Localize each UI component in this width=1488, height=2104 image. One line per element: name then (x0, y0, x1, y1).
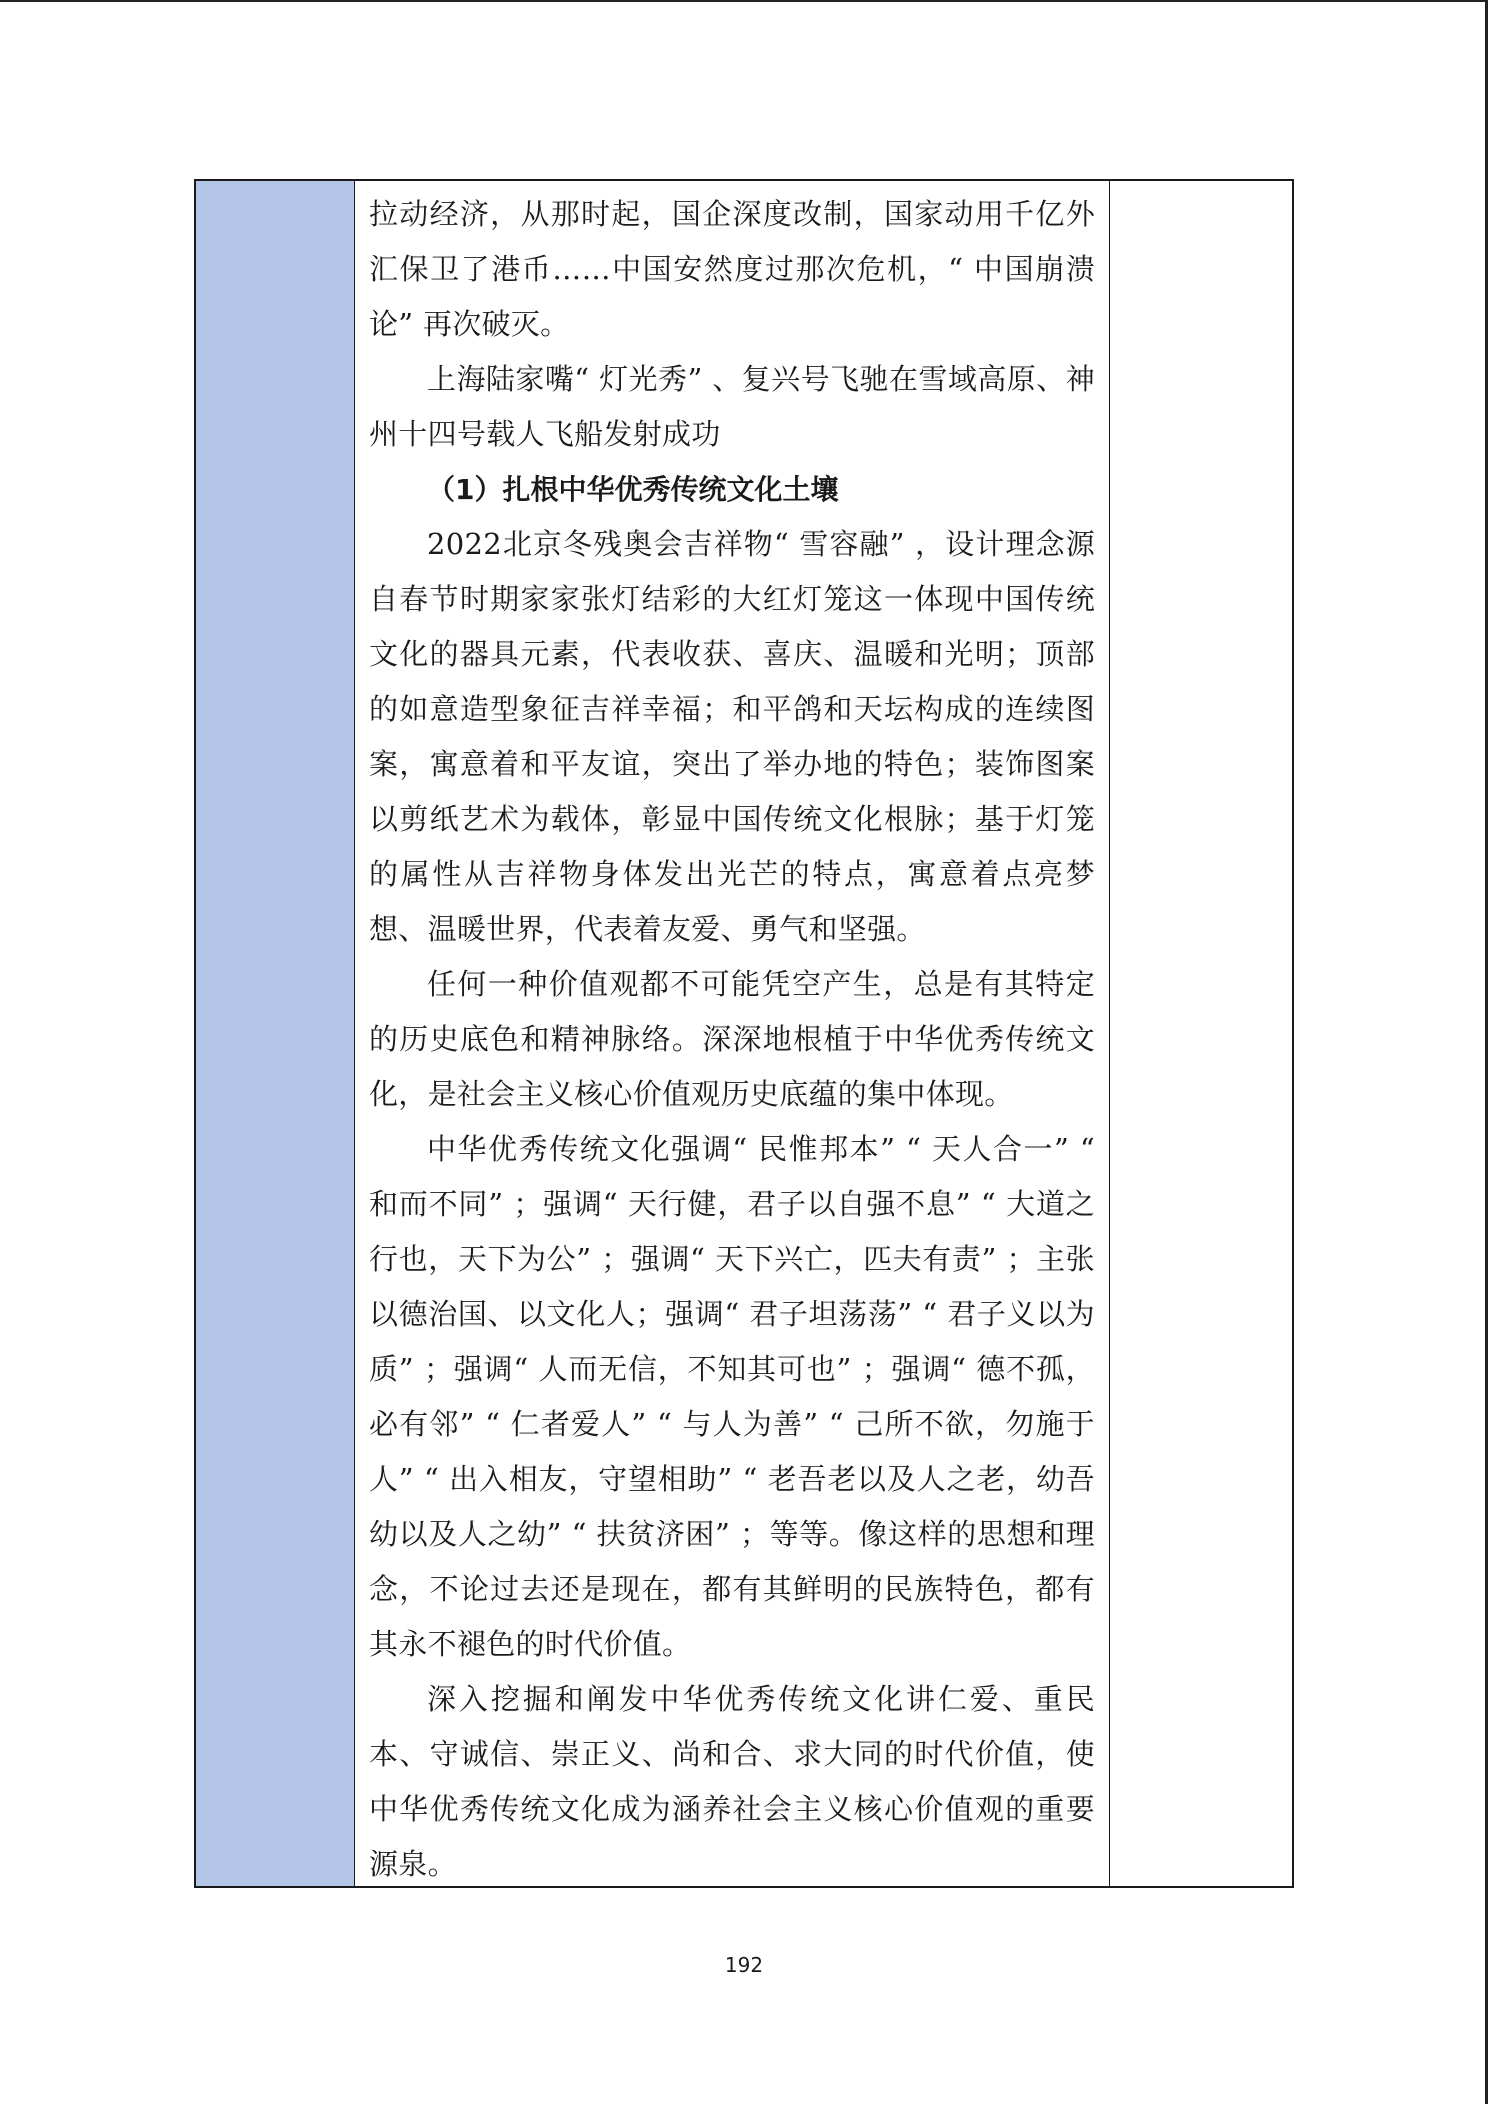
content-table (194, 179, 1294, 1888)
page-top-edge (0, 0, 1488, 2)
page-number: 192 (724, 1953, 764, 1977)
paragraph-values-origin: 任何一种价值观都不可能凭空产生，总是有其特定的历史底色和精神脉络。深深地根植于中华优秀传统文化，是社会主义核心价值观历史底蕴的集中体现。 (369, 967, 1095, 1111)
table-left-column (196, 181, 355, 1886)
paragraph-conclusion: 深入挖掘和阐发中华优秀传统文化讲仁爱、重民本、守诚信、崇正义、尚和合、求大同的时代价值，使中华优秀传统文化成为涵养社会主义核心价值观的重要源泉。 (369, 1682, 1095, 1881)
section-heading: （1）扎根中华优秀传统文化土壤 (427, 473, 839, 506)
paragraph-mascot: 2022北京冬残奥会吉祥物“ 雪容融” ，设计理念源自春节时期家家张灯结彩的大红灯笼这一体现中国传统文化的器具元素，代表收获、喜庆、温暖和光明；顶部的如意造型象征吉祥幸福；和平鸽和天坛构成的连续图案，寓意着和平友谊，突出了举办地的特色；装饰图案以剪纸艺术为载体，彰显中国传统文化根脉；基于灯笼的属性从吉祥物身体发出光芒的特点，寓意着点亮梦想、温暖世界，代表着友爱、勇气和坚强。 (369, 527, 1095, 946)
paragraph-continuation: 拉动经济，从那时起，国企深度改制，国家动用千亿外汇保卫了港币……中国安然度过那次危机，“ 中国崩溃论” 再次破灭。 (369, 197, 1095, 341)
table-main-column (355, 181, 1110, 1886)
table-right-column (1110, 181, 1292, 1886)
paragraph-traditional-ideas: 中华优秀传统文化强调“ 民惟邦本” “ 天人合一” “ 和而不同” ；强调“ 天行健，君子以自强不息” “ 大道之行也，天下为公” ；强调“ 天下兴亡，匹夫有责” ；主张以德治国、以文化人；强调“ 君子坦荡荡” “ 君子义以为质” ；强调“ 人而无信，不知其可也” ；强调“ 德不孤，必有邻” “ 仁者爱人” “ 与人为善” “ 己所不欲，勿施于人” “ 出入相友，守望相助” “ 老吾老以及人之老，幼吾幼以及人之幼” “ 扶贫济困” ；等等。像这样的思想和理念，不论过去还是现在，都有其鲜明的民族特色，都有其永不褪色的时代价值。 (369, 1132, 1095, 1661)
paragraph-examples: 上海陆家嘴“ 灯光秀” 、复兴号飞驰在雪域高原、神州十四号载人飞船发射成功 (369, 362, 1095, 451)
